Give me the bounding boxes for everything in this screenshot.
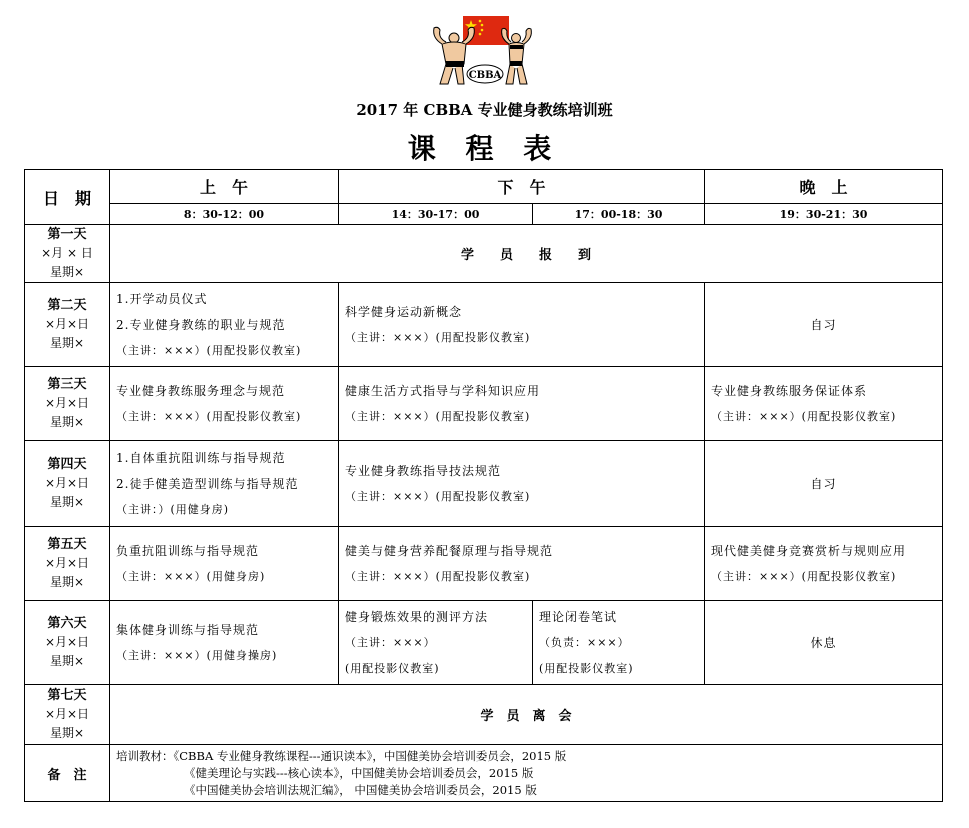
registration-cell: 学 员 报 到 (110, 225, 943, 283)
table-row (25, 367, 943, 441)
schedule-table (24, 169, 943, 802)
day-weekday: 星期× (49, 336, 85, 350)
session-cell (110, 367, 339, 441)
day-name: 第三天 (47, 377, 87, 392)
day-name: 第一天 (47, 227, 87, 242)
session-cell: 自习 (705, 441, 943, 527)
session-line: 1.自体重抗阻训练与指导规范 (116, 450, 286, 465)
notes-row (25, 745, 943, 802)
session-line: 集体健身训练与指导规范 (116, 622, 260, 637)
session-line: （主讲：×××）(用配投影仪教室) (711, 569, 897, 583)
session-line: （主讲：×××）(用配投影仪教室) (345, 330, 531, 344)
session-cell (339, 367, 705, 441)
day-cell (25, 283, 110, 367)
date-column-header: 日 期 (25, 170, 110, 225)
session-line: 专业健身教练服务理念与规范 (116, 383, 286, 398)
day-name: 第六天 (47, 616, 87, 631)
session-line: 2.专业健身教练的职业与规范 (116, 317, 286, 332)
time-afternoon-2: 17：00-18：30 (533, 204, 705, 225)
session-cell (110, 441, 339, 527)
day-cell (25, 367, 110, 441)
session-line: 理论闭卷笔试 (539, 609, 618, 624)
session-line: （主讲：×××）(用健身操房) (116, 648, 278, 662)
session-line: （主讲：×××）(用配投影仪教室) (345, 489, 531, 503)
evening-header: 晚 上 (705, 170, 943, 204)
session-line: 1.开学动员仪式 (116, 291, 208, 306)
session-line: (用配投影仪教室) (345, 661, 440, 675)
table-row (25, 527, 943, 601)
session-line: 专业健身教练服务保证体系 (711, 383, 868, 398)
session-cell (339, 527, 705, 601)
session-line: 负重抗阻训练与指导规范 (116, 543, 260, 558)
notes-line: 《中国健美协会培训法规汇编》， 中国健美协会培训委员会，2015 版 (184, 782, 537, 797)
day-date: ×月×日 (44, 635, 90, 649)
session-cell (533, 601, 705, 685)
notes-label: 备 注 (25, 745, 110, 802)
session-line: （主讲：×××）(用配投影仪教室) (711, 409, 897, 423)
notes-cell (110, 745, 943, 802)
morning-header: 上 午 (110, 170, 339, 204)
day-cell (25, 601, 110, 685)
session-cell (339, 441, 705, 527)
session-line: （主讲：×××）(用健身房) (116, 569, 266, 583)
time-row (25, 204, 943, 225)
day-cell (25, 685, 110, 745)
day-date: ×月×日 (44, 317, 90, 331)
session-line: （主讲：×××） (345, 635, 436, 649)
day-weekday: 星期× (49, 495, 85, 509)
session-cell (339, 283, 705, 367)
cbba-logo-graphic (424, 16, 544, 88)
session-cell (110, 527, 339, 601)
female-figure (502, 28, 532, 84)
notes-line: 《健美理论与实践---核心读本》，中国健美协会培训委员会，2015 版 (184, 765, 534, 780)
session-cell (110, 283, 339, 367)
session-line: （主讲：×××）(用配投影仪教室) (345, 409, 531, 423)
table-row (25, 225, 943, 283)
session-cell (705, 367, 943, 441)
time-evening: 19：30-21：30 (705, 204, 943, 225)
cbba-logo (424, 16, 544, 88)
day-weekday: 星期× (49, 726, 85, 740)
session-line: 健身锻炼效果的测评方法 (345, 609, 489, 624)
session-line: 健康生活方式指导与学科知识应用 (345, 383, 541, 398)
day-name: 第四天 (47, 457, 87, 472)
day-weekday: 星期× (49, 415, 85, 429)
session-line: (用配投影仪教室) (539, 661, 634, 675)
day-date: ×月×日 (44, 556, 90, 570)
table-row (25, 283, 943, 367)
day-cell (25, 441, 110, 527)
day-name: 第七天 (47, 688, 87, 703)
table-row (25, 685, 943, 745)
day-weekday: 星期× (49, 265, 85, 279)
session-cell (110, 601, 339, 685)
day-cell (25, 527, 110, 601)
day-date: ×月×日 (44, 476, 90, 490)
time-afternoon-1: 14：30-17：00 (339, 204, 533, 225)
session-line: （主讲：）(用健身房) (116, 502, 230, 516)
afternoon-header: 下 午 (339, 170, 705, 204)
session-line: （主讲：×××）(用配投影仪教室) (345, 569, 531, 583)
session-line: （负责：×××） (539, 635, 630, 649)
session-cell (339, 601, 533, 685)
page-title: 2017 年 CBBA 专业健身教练培训班 (356, 101, 613, 119)
session-line: 2.徒手健美造型训练与指导规范 (116, 476, 299, 491)
day-date: ×月×日 (44, 396, 90, 410)
session-line: 健美与健身营养配餐原理与指导规范 (345, 543, 554, 558)
logo-text: CBBA (468, 70, 502, 81)
day-weekday: 星期× (49, 575, 85, 589)
day-date: ×月×日 (44, 707, 90, 721)
notes-line: 培训教材：《CBBA 专业健身教练课程---通识读本》，中国健美协会培训委员会，2015 版 (116, 748, 567, 763)
table-row (25, 441, 943, 527)
session-cell (705, 527, 943, 601)
session-line: 科学健身运动新概念 (345, 304, 463, 319)
session-line: 现代健美健身竞赛赏析与规则应用 (711, 543, 907, 558)
day-name: 第二天 (47, 298, 87, 313)
day-weekday: 星期× (49, 654, 85, 668)
day-name: 第五天 (47, 537, 87, 552)
session-cell: 休息 (705, 601, 943, 685)
session-cell: 自习 (705, 283, 943, 367)
session-line: 专业健身教练指导技法规范 (345, 463, 502, 478)
day-cell (25, 225, 110, 283)
day-date: ×月 × 日 (41, 246, 93, 260)
session-line: （主讲：×××）(用配投影仪教室) (116, 343, 302, 357)
table-row (25, 601, 943, 685)
departure-cell: 学 员 离 会 (110, 685, 943, 745)
session-line: （主讲：×××）(用配投影仪教室) (116, 409, 302, 423)
time-morning: 8：30-12：00 (110, 204, 339, 225)
header-row (25, 170, 943, 204)
page-subtitle: 课 程 表 (407, 132, 562, 165)
